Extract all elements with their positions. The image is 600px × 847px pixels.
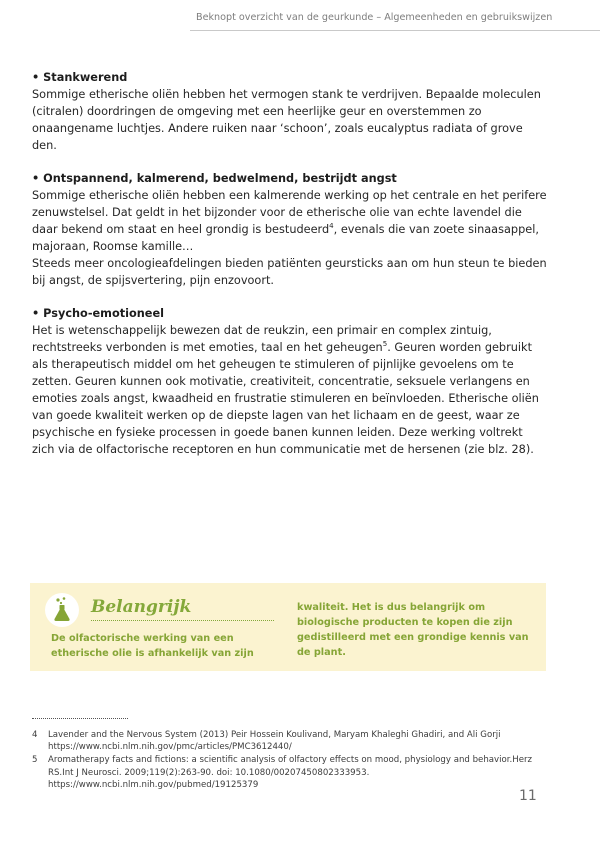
footnote: [32, 729, 552, 753]
footnotes: [32, 729, 552, 792]
callout-divider: [91, 620, 274, 621]
section-heading: • Psycho-emotioneel: [32, 307, 164, 320]
section-stankwerend: [32, 69, 547, 154]
running-header: Beknopt overzicht van de geurkunde – Algemeenheden en gebruikswijzen: [196, 12, 553, 23]
flask-icon: [45, 593, 79, 627]
section-paragraph: Steeds meer oncologieafdelingen bieden patiënten geursticks aan om hun steun te bieden bij angst, de spijsvertering, pijn enzovoort.: [32, 257, 547, 287]
main-content: [32, 69, 547, 458]
callout-text-right: kwaliteit. Het is dus belangrijk om biologische producten te kopen die zijn gedistilleerd met een grondige kennis van de plant.: [297, 602, 529, 658]
callout-text-left: De olfactorische werking van een etherische olie is afhankelijk van zijn: [51, 633, 254, 659]
section-paragraph: Sommige etherische oliën hebben het vermogen stank te verdrijven. Bepaalde moleculen (citralen) doordringen de omgeving met een heerlijke geur en overstemmen zo onaangename luchtjes. Andere ruiken naar ‘schoon’, zoals eucalyptus radiata of grove den.: [32, 88, 541, 152]
footnote-text: Lavender and the Nervous System (2013) Peir Hossein Koulivand, Maryam Khaleghi Ghadiri, and Ali Gorji https://www.ncbi.nlm.nih.gov/pmc/articles/PMC3612440/: [48, 730, 501, 753]
section-paragraph: [32, 187, 547, 255]
important-callout: [30, 583, 546, 671]
paragraph-text: Sommige etherische oliën hebben een kalmerende werking op het centrale en het perifere zenuwstelsel. Dat geldt in het bijzonder voor de etherische olie van echte lavendel die daar bekend om staat en heel grondig is bestudeerd: [32, 189, 547, 236]
footnote-separator: [32, 718, 128, 719]
footnote-text: Aromatherapy facts and fictions: a scientific analysis of olfactory effects on mood, physiology and behavior.Herz RS.Int J Neurosci. 2009;119(2):263-90. doi: 10.1080/00207450802333953. https://www.ncbi.nlm.nih.gov/pubmed/19125379: [48, 755, 533, 790]
footnote: [32, 754, 552, 791]
section-heading: • Stankwerend: [32, 71, 128, 84]
section-ontspannend: [32, 170, 547, 289]
footnote-number: 4: [32, 730, 38, 740]
page-number: 11: [519, 788, 537, 804]
section-psycho-emotioneel: [32, 305, 547, 458]
footnote-reference: 4: [329, 222, 334, 231]
footnote-number: 5: [32, 755, 38, 766]
paragraph-text: Het is wetenschappelijk bewezen dat de reukzin, een primair en complex zintuig, rechtstreeks verbonden is met emoties, taal en het geheugen: [32, 324, 492, 354]
footnote-reference: 5: [382, 340, 388, 349]
section-heading: • Ontspannend, kalmerend, bedwelmend, bestrijdt angst: [32, 172, 397, 185]
paragraph-text: , evenals die van zoete sinaasappel, majoraan, Roomse kamille…: [32, 223, 539, 253]
paragraph-text: . Geuren worden gebruikt als therapeutisch middel om het geheugen te stimuleren of pijnlijke gevoelens om te zetten. Geuren kunnen ook motivatie, creativiteit, concentratie, seksuele verlangens en emoties zoals angst, kwaadheid en frustratie stimuleren en beïnvloeden. Etherische oliën van goede kwaliteit werken op de diepste lagen van het lichaam en de geest, waar ze psychische en fysieke processen in goede banen kunnen leiden. Deze werking voltrekt zich via de olfactorische receptoren en hun communicatie met de hersenen (zie blz. 28).: [32, 341, 539, 456]
section-paragraph: [32, 322, 547, 458]
callout-title: Belangrijk: [91, 597, 192, 617]
